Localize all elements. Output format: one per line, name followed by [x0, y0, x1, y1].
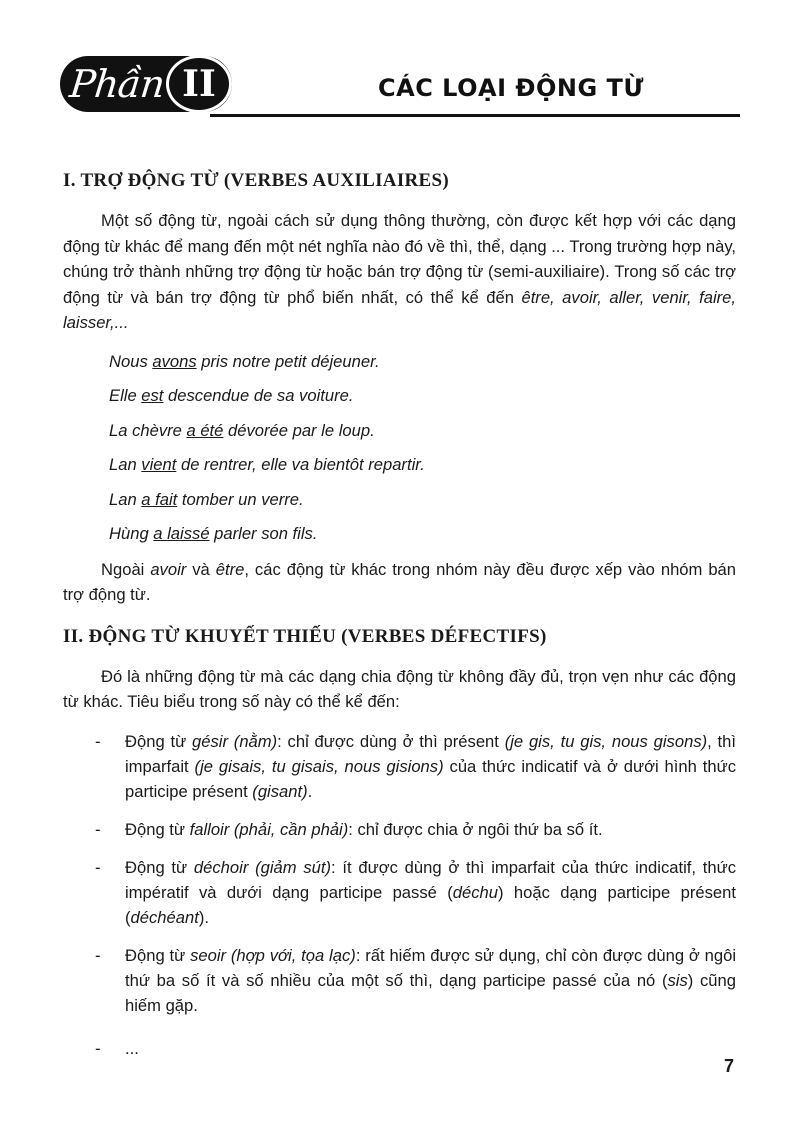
- section2-intro: Đó là những động từ mà các dạng chia động từ không đầy đủ, trọn vẹn như các động từ khác. Tiêu biểu trong số này có thể kể đến:: [63, 666, 736, 711]
- example-sentence: La chèvre a été dévorée par le loup.: [109, 420, 375, 440]
- example-sentence: Nous avons pris notre petit déjeuner.: [109, 351, 380, 371]
- chapter-number: II: [166, 55, 232, 113]
- dash-bullet: -: [95, 857, 101, 877]
- section1-note: Ngoài avoir và être, các động từ khác trong nhóm này đều được xếp vào nhóm bán trợ động từ.: [63, 559, 737, 604]
- header-rule: [210, 114, 740, 117]
- example-sentence: Elle est descendue de sa voiture.: [109, 386, 354, 405]
- chapter-badge: [60, 56, 232, 112]
- dash-bullet: -: [95, 819, 101, 839]
- section-heading-2: II. ĐỘNG TỪ KHUYẾT THIẾU (VERBES DÉFECTIFS): [63, 625, 547, 647]
- chapter-header: [60, 54, 740, 118]
- example-sentence: Lan vient de rentrer, elle va bientôt repartir.: [109, 455, 425, 474]
- dash-bullet: -: [95, 731, 101, 751]
- chapter-word: Phần: [67, 62, 167, 106]
- section1-paragraph: Một số động từ, ngoài cách sử dụng thông thường, còn được kết hợp với các dạng động từ khác để mang đến một nét nghĩa nào đó về thì, thể, dạng ... Trong trường hợp này, chúng trở thành những trợ động từ hoặc bán trợ động từ (semi-auxiliaire). Trong số các trợ động từ và bán trợ động từ phổ biến nhất, có thể kể đến être, avoir, aller, venir, faire, laisser,...: [63, 211, 736, 332]
- page-content: [63, 170, 736, 1061]
- section-heading-1: I. TRỢ ĐỘNG TỪ (VERBES AUXILIAIRES): [63, 170, 450, 191]
- defective-verb-list: [63, 729, 736, 1061]
- chapter-title: CÁC LOẠI ĐỘNG TỪ: [378, 74, 644, 102]
- list-item: - Động từ falloir (phải, cần phải): chỉ được chia ở ngôi thứ ba số ít.: [63, 817, 736, 842]
- example-sentence: Lan a fait tomber un verre.: [109, 489, 304, 509]
- list-item: - Động từ déchoir (giảm sút): ít được dùng ở thì imparfait của thức indicatif, thức impératif và dưới dạng participe passé (déchu) hoặc dạng participe présent (déchéant).: [63, 855, 736, 930]
- page-number: 7: [724, 1056, 735, 1076]
- example-sentence: Hùng a laissé parler son fils.: [109, 524, 318, 543]
- dash-bullet: -: [95, 945, 101, 965]
- list-item: - Động từ seoir (hợp với, tọa lạc): rất hiếm được sử dụng, chỉ còn được dùng ở ngôi thứ ba số ít và số nhiều của một số thì, dạng participe passé của nó (sis) cũng hiếm gặp.: [63, 943, 736, 1018]
- list-item: - Động từ gésir (nằm): chỉ được dùng ở thì présent (je gis, tu gis, nous gisons), thì imparfait (je gisais, tu gisais, nous gisions) của thức indicatif và ở dưới hình thức participe présent (gisant).: [63, 729, 736, 804]
- dash-bullet: -: [95, 1038, 101, 1058]
- list-item: - ...: [63, 1036, 736, 1061]
